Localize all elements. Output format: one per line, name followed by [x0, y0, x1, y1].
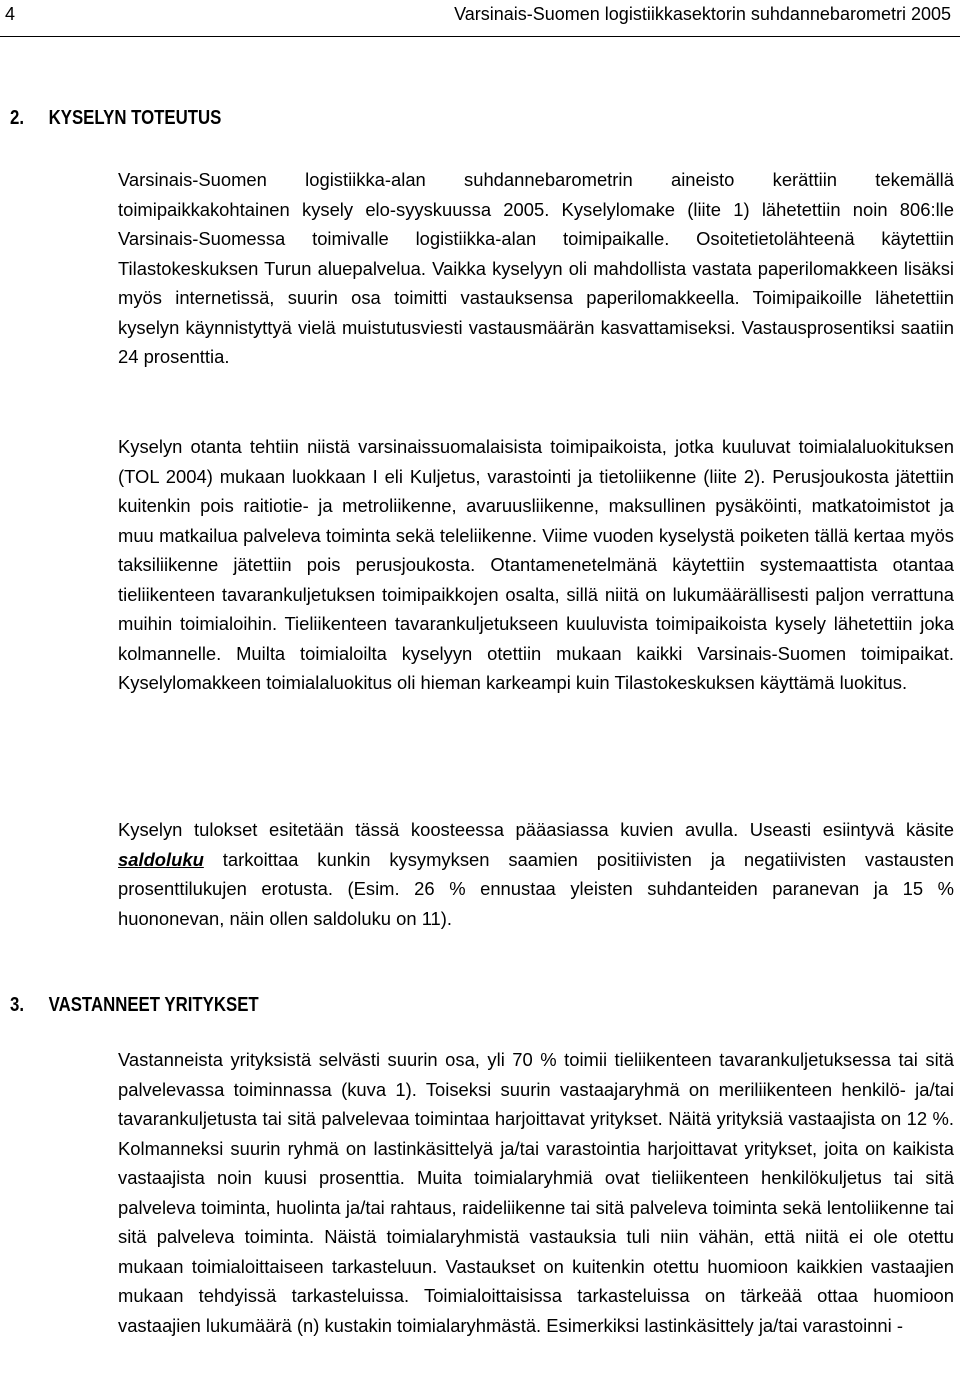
section-heading-3 [10, 993, 259, 1017]
section-number: 2. [10, 107, 25, 129]
section-heading-2 [10, 106, 221, 130]
section-title: KYSELYN TOTEUTUS [48, 107, 222, 129]
section-number: 3. [10, 994, 25, 1016]
page-number: 4 [5, 4, 16, 24]
running-title: Varsinais-Suomen logistiikkasektorin suhdannebarometri 2005 [454, 4, 951, 24]
page-header [0, 0, 960, 39]
paragraph-survey-implementation: Varsinais-Suomen logistiikka-alan suhdannebarometrin aineisto kerättiin tekemällä toimipaikkakohtainen kysely elo-syyskuussa 2005. Kyselylomake (liite 1) lähetettiin noin 806:lle Varsinais-Suomessa toimivalle logistiikka-alan toimipaikalle. Osoitetietolähteenä käytettiin Tilastokeskuksen Turun aluepalvelua. Vaikka kyselyyn oli mahdollista vastata paperilomakkeen lisäksi myös internetissä, suurin osa toimitti vastauksensa paperilomakkeella. Toimipaikoille lähetettiin kyselyn käynnistyttyä vielä muistutusviesti vastausmäärän kasvattamiseksi. Vastausprosentiksi saatiin 24 prosenttia. [118, 169, 954, 367]
section-title: VASTANNEET YRITYKSET [48, 994, 259, 1016]
paragraph-results-saldoluku [118, 815, 954, 933]
paragraph-respondents: Vastanneista yrityksistä selvästi suurin osa, yli 70 % toimii tieliikenteen tavarankuljetuksessa tai sitä palvelevassa toiminnassa (kuva 1). Toiseksi suurin vastaajaryhmä on meriliikenteen henkilö- ja/tai tavarankuljetusta tai sitä palvelevaa toimintaa harjoittavat yritykset. Näitä yrityksiä vastaajista on 12 %. Kolmanneksi suurin ryhmä on lastinkäsittelyä ja/tai varastointia harjoittavat yritykset, joita on kaikista vastaajista noin kuusi prosenttia. Muita toimialaryhmiä ovat tieliikenteen henkilökuljetus tai sitä palveleva toiminta, huolinta ja/tai rahtaus, raideliikenne tai sitä palveleva toiminta sekä lentoliikenne tai sitä palveleva toiminta. Näistä toimialaryhmistä vastauksia tuli niin vähän, että niitä ei ole otettu mukaan toimialoittaiseen tarkasteluun. Vastaukset on kuitenkin otettu huomioon kaikkien vastaajien mukaan tehdyissä tarkasteluissa. Toimialoittaisissa tarkasteluissa on tärkeää ottaa huomioon vastaajien lukumäärä (n) kustakin toimialaryhmästä. Esimerkiksi lastinkäsittely ja/tai varastoinni - [118, 1049, 954, 1336]
paragraph-text: Kyselyn tulokset esitetään tässä koosteessa pääasiassa kuvien avulla. Useasti esiintyvä käsite [118, 819, 954, 840]
defined-term: saldoluku [118, 848, 204, 870]
paragraph-text: tarkoittaa kunkin kysymyksen saamien positiivisten ja negatiivisten vastausten prosenttilukujen erotusta. (Esim. 26 % ennustaa yleisten suhdanteiden paranevan ja 15 % huononevan, näin ollen saldoluku on 11). [118, 848, 954, 929]
paragraph-sampling: Kyselyn otanta tehtiin niistä varsinaissuomalaisista toimipaikoista, jotka kuuluvat toimialaluokituksen (TOL 2004) mukaan luokkaan I eli Kuljetus, varastointi ja tietoliikenne (liite 2). Perusjoukosta jätettiin kuitenkin pois raitiotie- ja metroliikenne, avaruusliikenne, maksullinen pysäköinti, matkatoimistot ja muu matkailua palveleva toiminta sekä teleliikenne. Viime vuoden kyselystä poiketen tällä kertaa myös taksiliikenne jätettiin pois perusjoukosta. Otantamenetelmänä käytettiin systemaattista otantaa tieliikenteen tavarankuljetuksen toimipaikkojen osalta, sillä niitä on lukumäärällisesti paljon verrattuna muihin toimialoihin. Tieliikenteen tavarankuljetukseen kuuluvista toimipaikoista kysely lähetettiin joka kolmannelle. Muilta toimialoilta kyselyyn otettiin mukaan kaikki Varsinais-Suomen toimipaikat. Kyselylomakkeen toimialaluokitus oli hieman karkeampi kuin Tilastokeskuksen käyttämä luokitus. [118, 436, 954, 693]
header-rule [0, 36, 960, 37]
